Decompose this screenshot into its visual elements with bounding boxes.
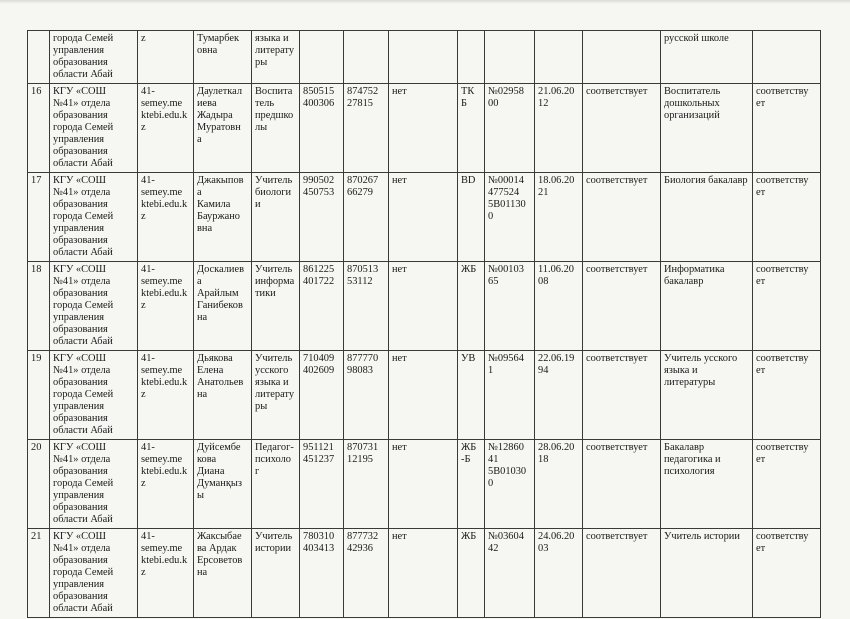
cell-site: z [138,31,194,84]
cell-doc-type: ТК Б [458,84,485,173]
table-row [28,84,821,173]
cell-num: 17 [28,173,50,262]
cell-position: Педагог- психоло г [252,440,300,529]
cell-specialty: Биология бакалавр [661,173,753,262]
cell-org: КГУ «СОШ №41» отдела образования города Семей управления образования области Абай [50,84,138,173]
staff-table [27,30,821,618]
cell-doc-num: №09564 1 [485,351,535,440]
cell-phone: 877732 42936 [344,529,389,618]
cell-iin [300,31,344,84]
cell-iin: 780310 403413 [300,529,344,618]
cell-org: КГУ «СОШ №41» отдела образования города Семей управления образования области Абай [50,351,138,440]
cell-doc-num: №00014 477524 5В01130 0 [485,173,535,262]
cell-compliance: соответствует [583,351,661,440]
cell-iin: 990502 450753 [300,173,344,262]
table-row [28,529,821,618]
cell-site: 41- semey.me ktebi.edu.k z [138,84,194,173]
cell-doc-num: №02958 00 [485,84,535,173]
cell-iin: 951121 451237 [300,440,344,529]
cell-doc-num [485,31,535,84]
cell-date [535,31,583,84]
cell-num [28,31,50,84]
cell-phone [344,31,389,84]
cell-result [753,31,821,84]
cell-doc-type: BD [458,173,485,262]
cell-doc-num: №12860 41 5В01030 0 [485,440,535,529]
cell-compliance: соответствует [583,529,661,618]
cell-date: 11.06.20 08 [535,262,583,351]
cell-org: города Семей управления образования области Абай [50,31,138,84]
cell-result: соответству ет [753,84,821,173]
cell-compliance: соответствует [583,84,661,173]
cell-org: КГУ «СОШ №41» отдела образования города Семей управления образования области Абай [50,529,138,618]
cell-conviction: нет [389,84,458,173]
cell-result: соответству ет [753,351,821,440]
cell-num: 16 [28,84,50,173]
cell-site: 41- semey.me ktebi.edu.k z [138,440,194,529]
cell-conviction: нет [389,262,458,351]
cell-conviction: нет [389,173,458,262]
cell-org: КГУ «СОШ №41» отдела образования города Семей управления образования области Абай [50,173,138,262]
table-row [28,351,821,440]
cell-doc-type: УВ [458,351,485,440]
cell-iin: 861225 401722 [300,262,344,351]
cell-specialty: Бакалавр педагогика и психология [661,440,753,529]
cell-phone: 870267 66279 [344,173,389,262]
cell-date: 22.06.19 94 [535,351,583,440]
table-row [28,440,821,529]
cell-position: Учитель биологи и [252,173,300,262]
cell-specialty: Информатика бакалавр [661,262,753,351]
cell-name: Тумарбек овна [194,31,252,84]
cell-num: 19 [28,351,50,440]
cell-name: Доскалиев а Арайлым Ганибеков на [194,262,252,351]
cell-conviction [389,31,458,84]
cell-doc-type: ЖБ [458,262,485,351]
cell-compliance [583,31,661,84]
cell-name: Дуйсембе кова Диана Думанқыз ы [194,440,252,529]
cell-phone: 870513 53112 [344,262,389,351]
cell-result: соответству ет [753,173,821,262]
table-row [28,173,821,262]
cell-phone: 870731 12195 [344,440,389,529]
cell-conviction: нет [389,440,458,529]
cell-date: 24.06.20 03 [535,529,583,618]
cell-phone: 877770 98083 [344,351,389,440]
cell-num: 20 [28,440,50,529]
cell-date: 21.06.20 12 [535,84,583,173]
cell-position: Учитель истории [252,529,300,618]
cell-site: 41- semey.me ktebi.edu.k z [138,262,194,351]
cell-specialty: Учитель усского языка и литературы [661,351,753,440]
cell-phone: 874752 27815 [344,84,389,173]
cell-name: Дьякова Елена Анатольев на [194,351,252,440]
cell-doc-type [458,31,485,84]
cell-org: КГУ «СОШ №41» отдела образования города Семей управления образования области Абай [50,440,138,529]
cell-specialty: Учитель истории [661,529,753,618]
cell-num: 21 [28,529,50,618]
cell-position: языка и литерату ры [252,31,300,84]
cell-result: соответству ет [753,440,821,529]
cell-site: 41- semey.me ktebi.edu.k z [138,529,194,618]
cell-org: КГУ «СОШ №41» отдела образования города Семей управления образования области Абай [50,262,138,351]
cell-conviction: нет [389,529,458,618]
cell-conviction: нет [389,351,458,440]
cell-date: 18.06.20 21 [535,173,583,262]
cell-result: соответству ет [753,262,821,351]
cell-specialty: русской школе [661,31,753,84]
cell-doc-type: ЖБ [458,529,485,618]
cell-date: 28.06.20 18 [535,440,583,529]
cell-position: Воспита тель предшко лы [252,84,300,173]
cell-position: Учитель информа тики [252,262,300,351]
cell-name: Жаксыбае ва Ардак Ерсоветов на [194,529,252,618]
table-row [28,31,821,84]
cell-doc-num: №03604 42 [485,529,535,618]
scan-edge [0,0,850,4]
cell-doc-type: ЖБ -Б [458,440,485,529]
cell-doc-num: №00103 65 [485,262,535,351]
cell-name: Даулеткал иева Жадыра Муратовн а [194,84,252,173]
cell-name: Джакыпова Камила Бауржано вна [194,173,252,262]
cell-specialty: Воспитатель дошкольных организаций [661,84,753,173]
cell-site: 41- semey.me ktebi.edu.k z [138,173,194,262]
cell-position: Учитель усского языка и литерату ры [252,351,300,440]
cell-iin: 710409 402609 [300,351,344,440]
cell-compliance: соответствует [583,173,661,262]
cell-compliance: соответствует [583,262,661,351]
cell-result: соответству ет [753,529,821,618]
cell-site: 41- semey.me ktebi.edu.k z [138,351,194,440]
cell-compliance: соответствует [583,440,661,529]
cell-iin: 850515 400306 [300,84,344,173]
cell-num: 18 [28,262,50,351]
table-row [28,262,821,351]
